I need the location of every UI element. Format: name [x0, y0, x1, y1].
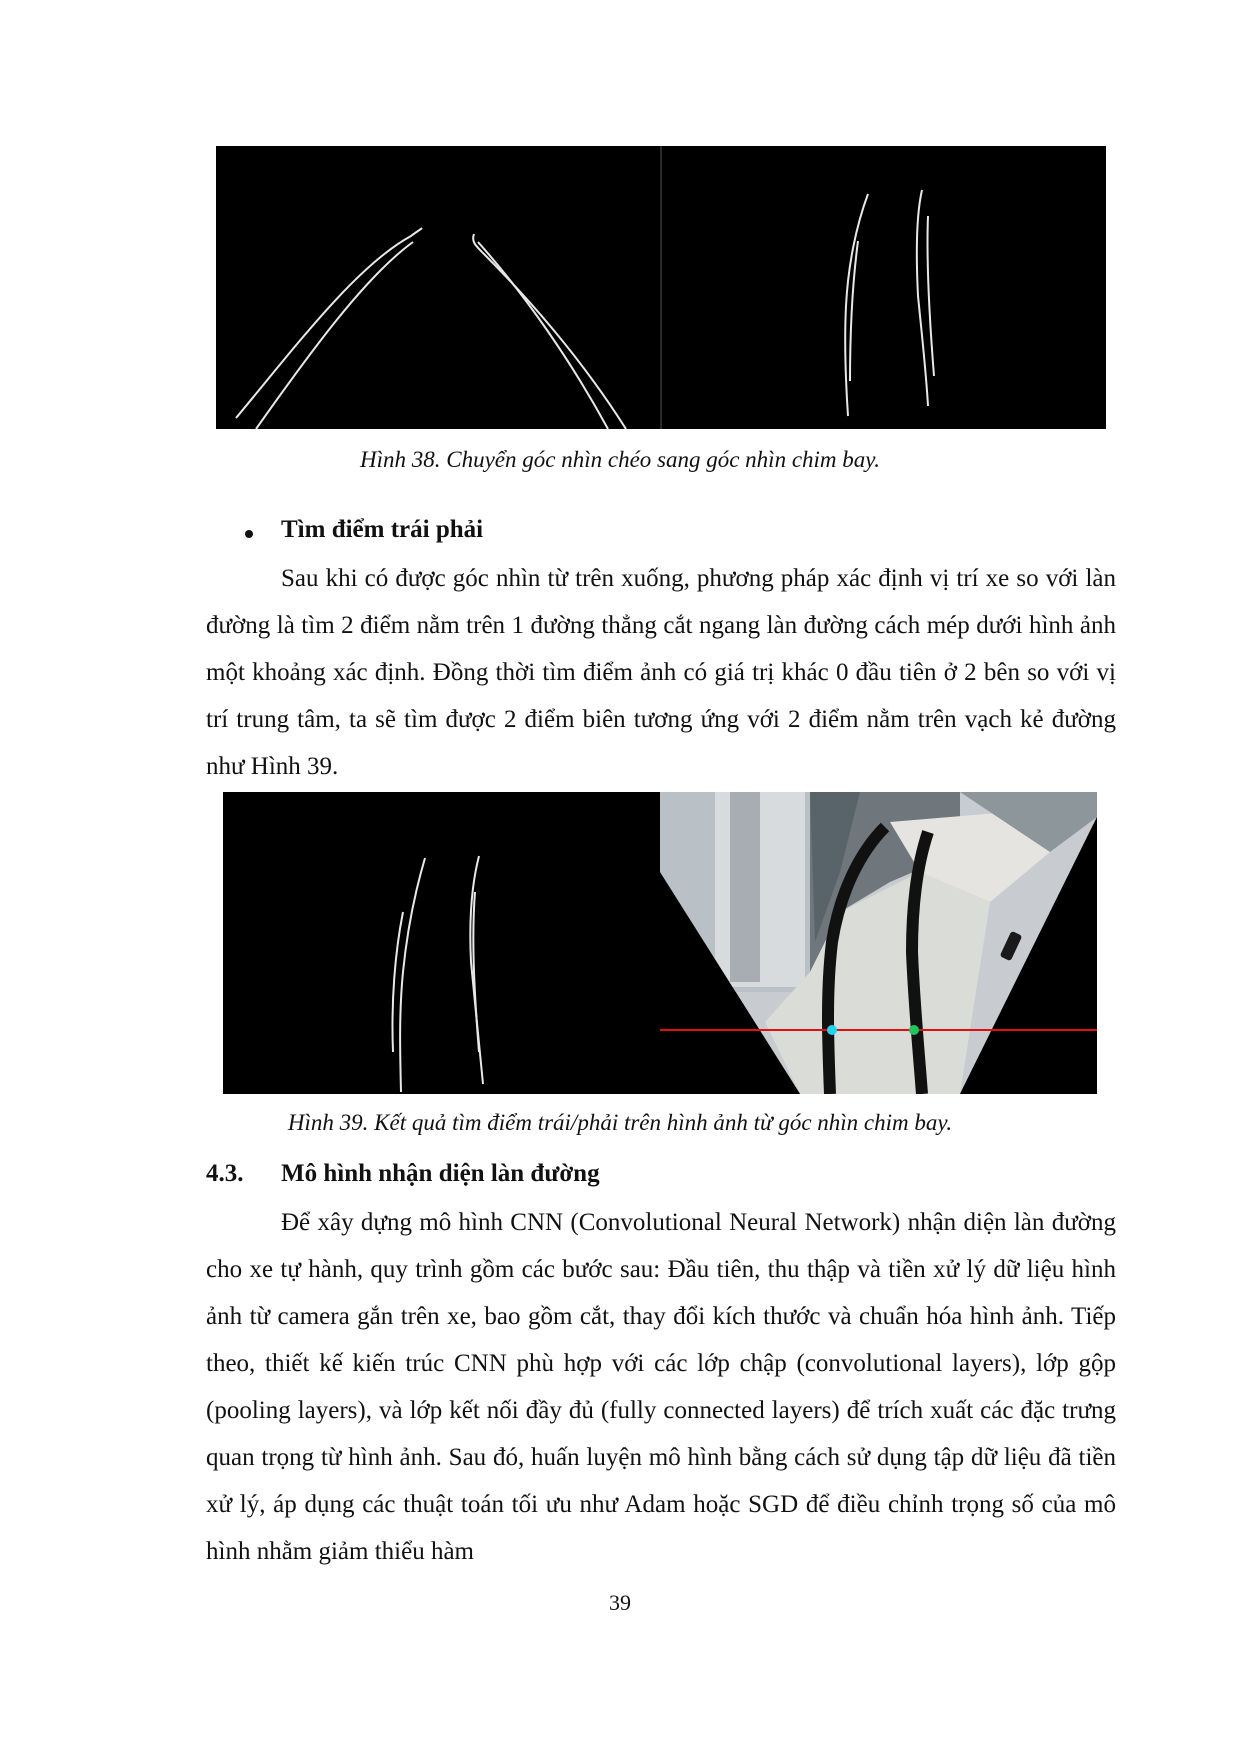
bullet-heading: Tìm điểm trái phải — [281, 516, 484, 543]
figure-38-image — [216, 146, 1106, 429]
left-point — [827, 1025, 837, 1035]
figure-39-right-image — [660, 792, 1097, 1094]
page-number: 39 — [609, 1590, 631, 1615]
section-paragraph — [206, 1199, 1116, 1575]
bullet-dot — [245, 530, 253, 538]
section-title: Mô hình nhận diện làn đường — [281, 1160, 600, 1187]
figure-38-left-panel — [236, 228, 626, 429]
figure-38-caption: Hình 38. Chuyển góc nhìn chéo sang góc nhìn chim bay. — [360, 447, 880, 472]
figure-39-left-image — [223, 792, 660, 1094]
section-paragraph-text: Để xây dựng mô hình CNN (Convolutional Neural Network) nhận diện làn đường cho xe tự hành, quy trình gồm các bước sau: Đầu tiên, thu thập và tiền xử lý dữ liệu hình ảnh từ camera gắn trên xe, bao gồm cắt, thay đổi kích thước và chuẩn hóa hình ảnh. Tiếp theo, thiết kế kiến trúc CNN phù hợp với các lớp chập (convolutional layers), lớp gộp (pooling layers), và lớp kết nối đầy đủ (fully connected layers) để trích xuất các đặc trưng quan trọng từ hình ảnh. Sau đó, huấn luyện mô hình bằng cách sử dụng tập dữ liệu đã tiền xử lý, áp dụng các thuật toán tối ưu như Adam hoặc SGD để điều chỉnh trọng số của mô hình nhằm giảm thiểu hàm — [206, 1209, 1116, 1565]
right-point — [909, 1025, 919, 1035]
figure-39-caption: Hình 39. Kết quả tìm điểm trái/phải trên hình ảnh từ góc nhìn chim bay. — [287, 1110, 953, 1135]
bullet-paragraph-text: Sau khi có được góc nhìn từ trên xuống, phương pháp xác định vị trí xe so với làn đường là tìm 2 điểm nằm trên 1 đường thẳng cắt ngang làn đường cách mép dưới hình ảnh một khoảng xác định. Đồng thời tìm điểm ảnh có giá trị khác 0 đầu tiên ở 2 bên so với vị trí trung tâm, ta sẽ tìm được 2 điểm biên tương ứng với 2 điểm nằm trên vạch kẻ đường như Hình 39. — [206, 565, 1116, 780]
bullet-paragraph — [206, 555, 1116, 790]
section-number: 4.3. — [206, 1160, 244, 1187]
figure-38-right-panel — [845, 190, 934, 416]
